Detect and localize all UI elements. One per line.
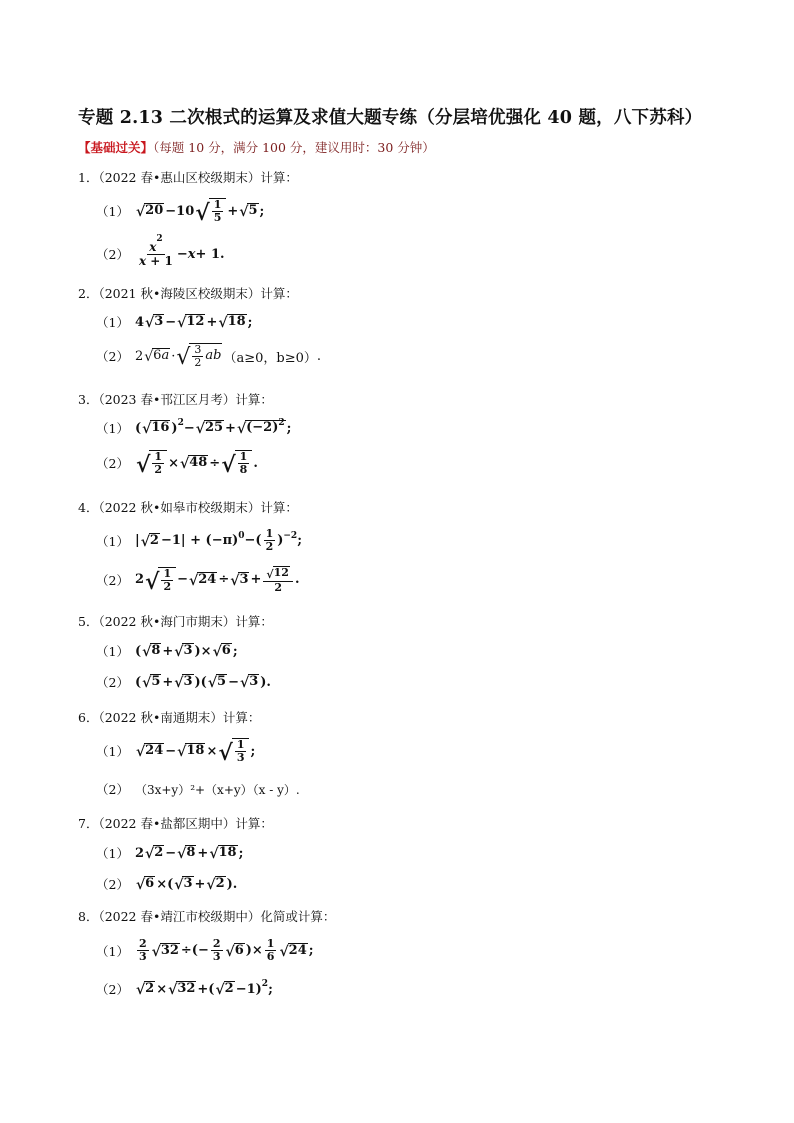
part-number: （2） [96,982,129,997]
math-expression: （3x+y）²+（x+y）（x - y）. [134,782,300,797]
question-3-part-2 [96,450,258,479]
page-title: 专题 2.13 二次根式的运算及求值大题专练（分层培优强化 40 题，八下苏科） [78,108,703,128]
section-tag: 【基础过关】 [78,140,154,155]
part-number: （1） [96,421,129,436]
part-number: （1） [96,846,129,861]
question-1-part-1 [96,198,265,227]
part-number: （2） [96,349,129,365]
math-expression: √ $\frac{1}{2}$ × √ 48 ÷ √ $\frac{1}{8}$ . [135,450,258,479]
question-2-part-2 [96,343,321,369]
question-5-part-1 [96,642,238,660]
question-6: 6．（2022 秋•南通期末）计算： [78,710,261,725]
question-3: 3．（2023 春•邗江区月考）计算： [78,392,273,407]
section-note: （每题 10 分，满分 100 分，建议用时：30 分钟） [153,140,435,155]
math-expression: 2 √ $\frac{1}{2}$ − √ 24 ÷ √ 3 + √ 12 2 . [134,566,300,595]
math-expression: ( √ 5 + √ 3 )( √ 5 − √ 3 ). [134,674,271,691]
part-number: （1） [96,744,129,760]
question-4-part-1 [96,528,302,553]
math-expression: √ 6 ×( √ 3 + √ 2 ). [135,876,238,893]
question-3-part-1 [96,419,291,437]
part-number: （2） [96,675,129,690]
question-8-part-1 [96,938,314,963]
question-7: 7．（2022 春•盐都区期中）计算： [78,816,273,831]
part-number: （1） [96,943,129,959]
question-5: 5．（2022 秋•海门市期末）计算： [78,614,273,629]
math-expression: ( √ 8 + √ 3 )× √ 6 ; [134,643,238,660]
question-7-part-1 [96,844,243,862]
math-expression: 2 √ 2 − √ 8 + √ 18 ; [134,845,244,862]
question-4: 4．（2022 秋•如皋市校级期末）计算： [78,500,298,515]
question-2: 2．（2021 秋•海陵区校级期末）计算： [78,286,298,301]
question-8-part-2 [96,980,273,998]
question-2-part-1 [96,313,252,331]
condition-text: （a≥0，b≥0） [223,350,317,366]
part-number: （2） [96,877,129,892]
math-expression: √ 2 × √ 32 +( √ 2 −1) 2 ; [135,979,273,998]
math-expression: | √ 2 −1| + (−π) 0 −( $\frac{1}{2}$ ) −2 ; [134,527,303,554]
part-number: （1） [96,204,129,220]
part-number: （2） [96,782,129,797]
math-expression: 4 √ 3 − √ 12 + √ 18 ; [134,314,253,331]
question-4-part-2 [96,566,299,594]
question-1: 1．（2022 春•惠山区校级期末）计算： [78,170,298,185]
question-8: 8．（2022 春•靖江市校级期中）化简或计算： [78,909,336,924]
math-expression: $\frac{x^2}{x + 1}$ − x + 1. [138,234,225,269]
part-number: （1） [96,644,129,659]
part-number: （2） [96,572,129,588]
math-expression: ( √ 16 ) 2 − √ 25 + √ (−2) 2 ; [134,418,292,437]
part-number: （2） [96,247,129,263]
part-number: （1） [96,315,129,330]
part-number: （1） [96,533,129,549]
question-6-part-1 [96,738,256,767]
math-expression: $\frac{2}{3}$ √ 32 ÷(− $\frac{2}{3}$ √ 6 )× $\frac{1}{6}$ √ 24 ; [138,937,314,964]
question-1-part-2 [96,234,225,269]
math-expression: √ 20 −10 √ $\frac{1}{5}$ + √ 5 ; [135,198,265,227]
math-expression: √ 24 − √ 18 × √ $\frac{1}{3}$ ; [135,738,256,767]
part-number: （2） [96,456,129,472]
math-expression: 2 √ 6 a · √ $\frac{3}{2}$ ab （a≥0，b≥0） . [134,343,321,371]
question-7-part-2 [96,875,237,893]
question-5-part-2 [96,673,271,691]
section-header [78,138,435,156]
question-6-part-2 [96,780,300,798]
